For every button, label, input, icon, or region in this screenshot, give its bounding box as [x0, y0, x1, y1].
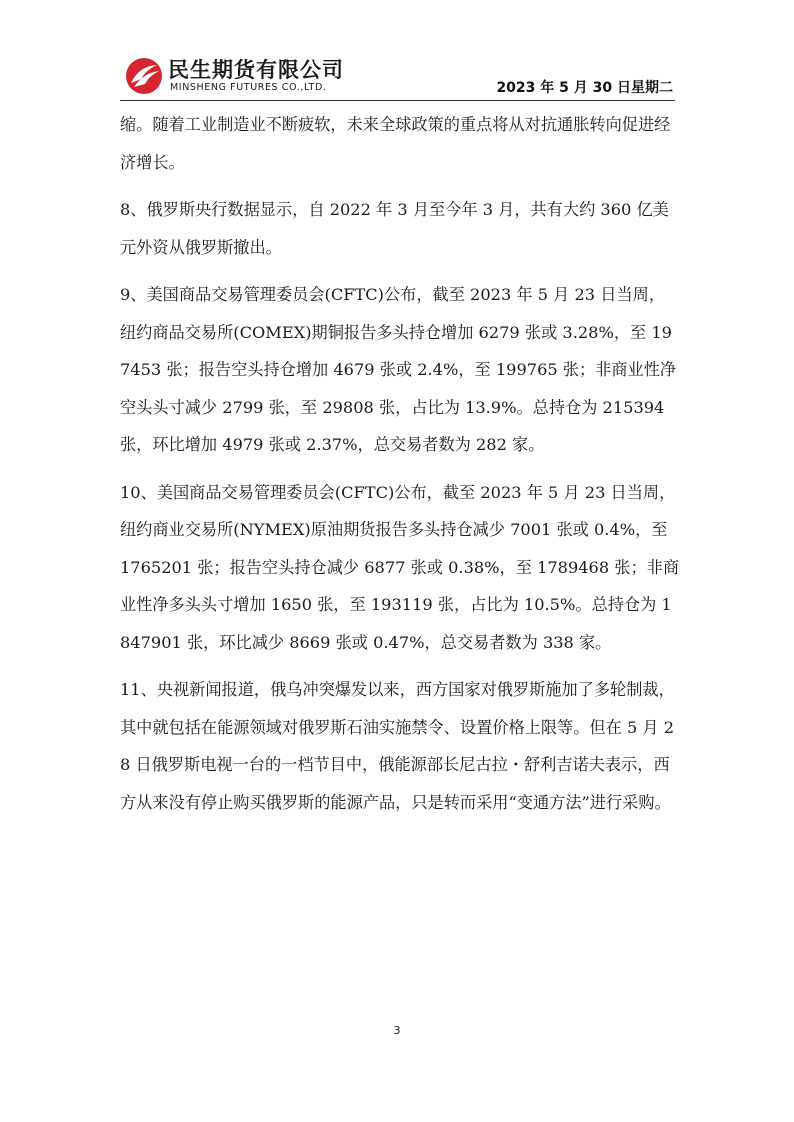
report-date: 2023 年 5 月 30 日星期二 [496, 80, 673, 96]
paragraph-item-9: 9、美国商品交易管理委员会(CFTC)公布，截至 2023 年 5 月 23 日当周，纽约商品交易所(COMEX)期铜报告多头持仓增加 6279 张或 3.28%，至 197453 张；报告空头持仓增加 4679 张或 2.4%，至 199765 张；非商业性净空头头寸减少 2799 张，至 29808 张，占比为 13.9%。总持仓为 215394 张，环比增加 4979 张或 2.37%，总交易者数为 282 家。 [120, 285, 677, 454]
paragraph-item-10: 10、美国商品交易管理委员会(CFTC)公布，截至 2023 年 5 月 23 日当周，纽约商业交易所(NYMEX)原油期货报告多头持仓减少 7001 张或 0.4%，至 1765201 张；报告空头持仓减少 6877 张或 0.38%，至 1789468 张；非商业性净多头头寸增加 1650 张，至 193119 张，占比为 10.5%。总持仓为 1847901 张，环比减少 8669 张或 0.47%，总交易者数为 338 家。 [120, 482, 680, 652]
company-logo [124, 54, 364, 98]
company-name-cn: 民生期货有限公司 [168, 58, 344, 82]
minsheng-logo-icon [124, 56, 164, 96]
page-number: 3 [393, 1024, 401, 1037]
paragraph-item-8: 8、俄罗斯央行数据显示，自 2022 年 3 月至今年 3 月，共有大约 360 亿美元外资从俄罗斯撤出。 [120, 200, 669, 257]
document-body [120, 106, 680, 831]
paragraph-continuation: 缩。随着工业制造业不断疲软，未来全球政策的重点将从对抗通胀转向促进经济增长。 [120, 115, 671, 172]
page-header [120, 52, 675, 101]
paragraph-item-11: 11、央视新闻报道，俄乌冲突爆发以来，西方国家对俄罗斯施加了多轮制裁，其中就包括在能源领域对俄罗斯石油实施禁令、设置价格上限等。但在 5 月 28 日俄罗斯电视一台的一档节目中，俄能源部长尼古拉・舒利吉诺夫表示，西方从来没有停止购买俄罗斯的能源产品，只是转而采用“变通方法”进行采购。 [120, 680, 675, 812]
company-name-en: MINSHENG FUTURES CO.,LTD. [170, 82, 327, 93]
